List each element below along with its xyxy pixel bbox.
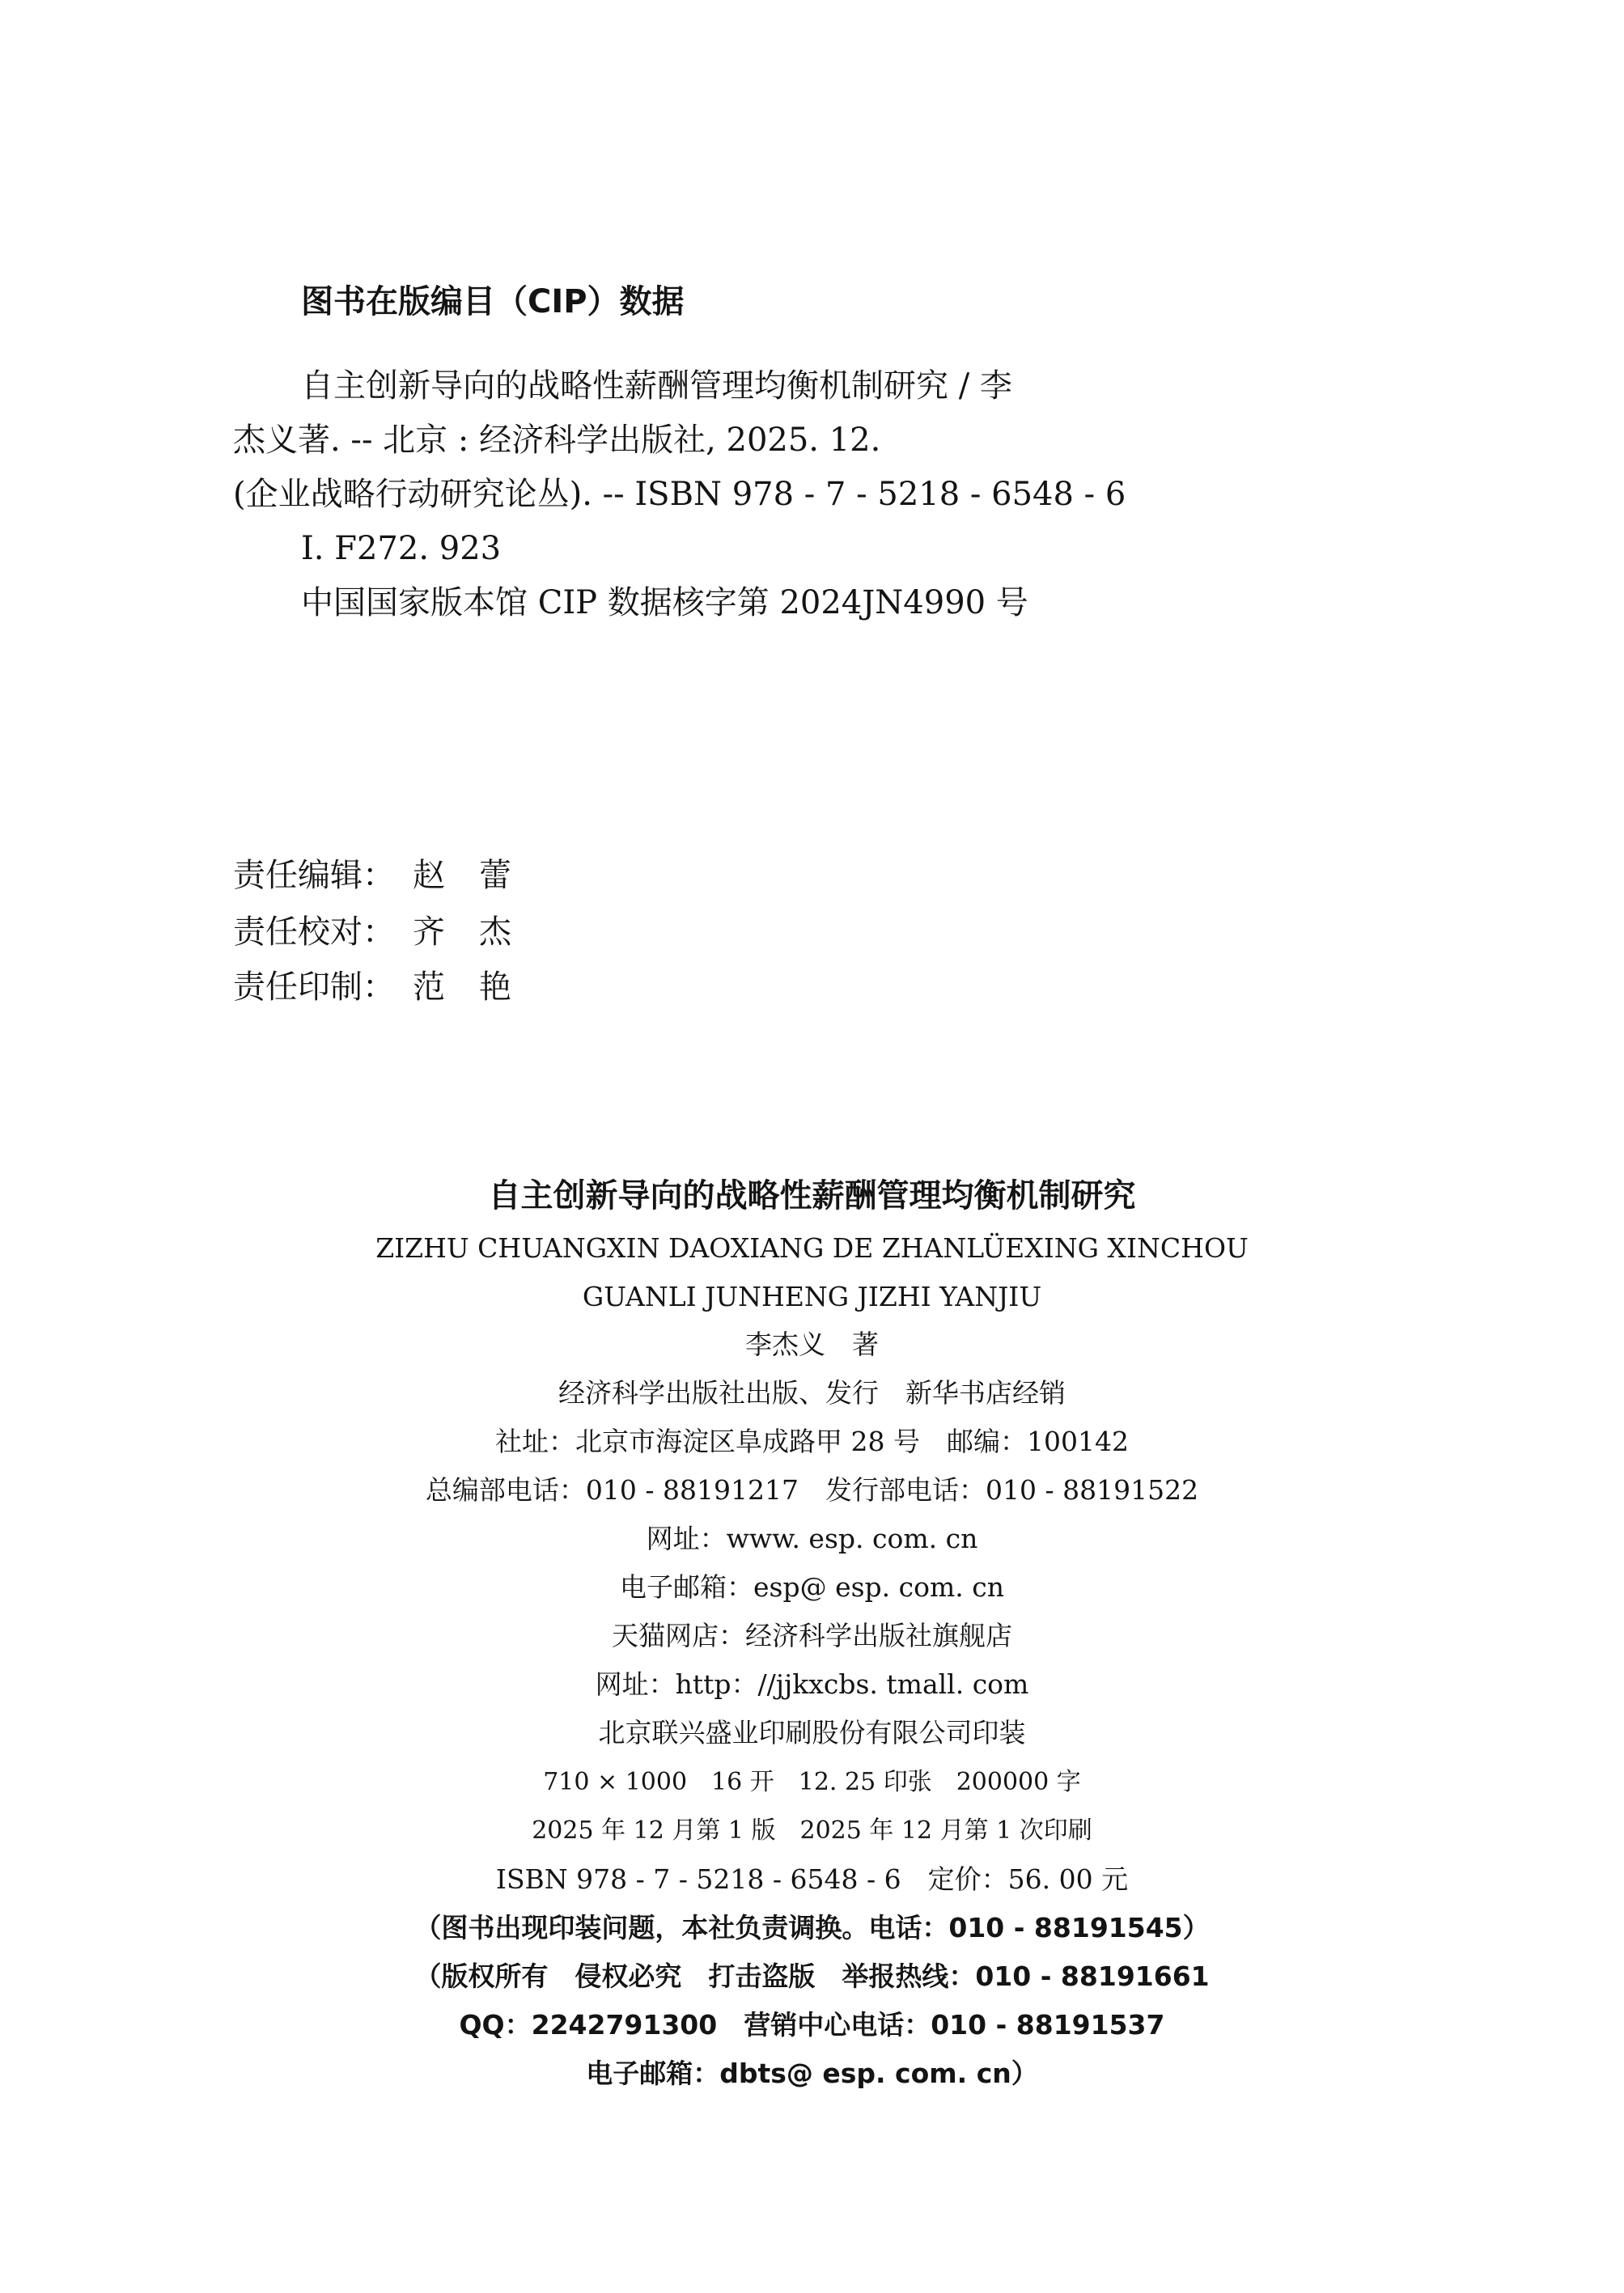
imprint-printer: 北京联兴盛业印刷股份有限公司印装 xyxy=(598,1717,1026,1748)
imprint-pinyin-line-2: GUANLI JUNHENG JIZHI YANJIU xyxy=(582,1281,1042,1312)
staff-role: 责任印制： xyxy=(233,968,395,1006)
imprint-notice-qq: QQ：2242791300 营销中心电话：010 - 88191537 xyxy=(459,2009,1165,2041)
imprint-isbn-price: ISBN 978 - 7 - 5218 - 6548 - 6 定价：56. 00 元 xyxy=(495,1863,1129,1895)
imprint-tmall-shop: 天猫网店：经济科学出版社旗舰店 xyxy=(612,1620,1012,1651)
imprint-pinyin-line-1: ZIZHU CHUANGXIN DAOXIANG DE ZHANLÜEXING XINCHOU xyxy=(375,1232,1249,1264)
imprint-address: 社址：北京市海淀区阜成路甲 28 号 邮编：100142 xyxy=(495,1426,1129,1457)
imprint-format: 710 × 1000 16 开 12. 25 印张 200000 字 xyxy=(543,1768,1081,1796)
imprint-email: 电子邮箱：esp@ esp. com. cn xyxy=(619,1571,1004,1603)
cip-classification-line: Ⅰ. F272. 923 xyxy=(301,530,502,567)
cip-publication-line: 杰义著. -- 北京 : 经济科学出版社, 2025. 12. xyxy=(233,422,881,459)
cip-series-isbn-line: (企业战略行动研究论丛). -- ISBN 978 - 7 - 5218 - 6548 - 6 xyxy=(233,476,1126,513)
imprint-title: 自主创新导向的战略性薪酬管理均衡机制研究 xyxy=(488,1177,1136,1214)
imprint-publisher: 经济科学出版社出版、发行 新华书店经销 xyxy=(558,1377,1066,1409)
responsible-printing xyxy=(233,963,545,1011)
imprint-notice-email: 电子邮箱：dbts@ esp. com. cn） xyxy=(586,2058,1038,2089)
imprint-website: 网址：www. esp. com. cn xyxy=(646,1523,978,1554)
imprint-edition: 2025 年 12 月第 1 版 2025 年 12 月第 1 次印刷 xyxy=(532,1816,1092,1845)
staff-name: 赵蕾 xyxy=(413,857,545,894)
responsible-editor xyxy=(233,851,545,900)
staff-role: 责任编辑： xyxy=(233,857,395,894)
imprint-tmall-url: 网址：http：//jjkxcbs. tmall. com xyxy=(595,1668,1029,1700)
imprint-notice-copyright: （版权所有 侵权必究 打击盗版 举报热线：010 - 88191661 xyxy=(414,1960,1210,1992)
imprint-author: 李杰义 著 xyxy=(745,1329,879,1360)
responsible-proofreader xyxy=(233,908,545,956)
imprint-notice-returns: （图书出现印装问题，本社负责调换。电话：010 - 88191545） xyxy=(414,1912,1210,1943)
cip-heading: 图书在版编目（CIP）数据 xyxy=(301,283,685,320)
staff-name: 范艳 xyxy=(413,968,545,1006)
cip-record-number-line: 中国国家版本馆 CIP 数据核字第 2024JN4990 号 xyxy=(301,584,1028,621)
staff-role: 责任校对： xyxy=(233,913,395,951)
imprint-phones: 总编部电话：010 - 88191217 发行部电话：010 - 88191522 xyxy=(425,1474,1199,1506)
staff-name: 齐杰 xyxy=(413,913,545,951)
cip-title-line: 自主创新导向的战略性薪酬管理均衡机制研究 / 李 xyxy=(301,367,1012,405)
